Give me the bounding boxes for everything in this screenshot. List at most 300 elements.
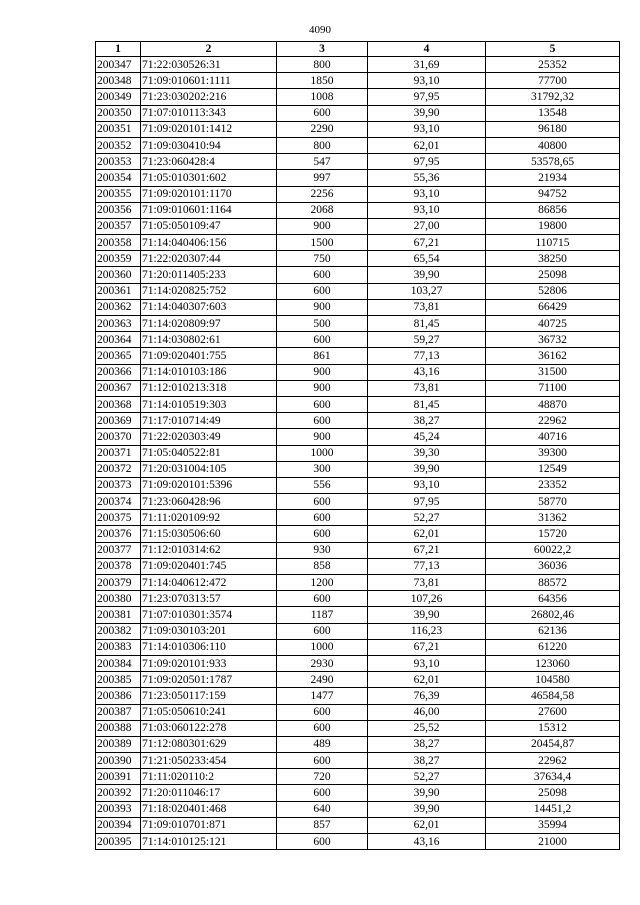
table-cell-col-5: 15312 (486, 720, 620, 736)
table-row (96, 380, 620, 396)
table-cell-col-4: 81,45 (368, 316, 486, 332)
table-cell-col-1: 200373 (96, 477, 141, 493)
table-cell-col-5: 38250 (486, 251, 620, 267)
table-cell-col-4: 93,10 (368, 477, 486, 493)
table-cell-col-1: 200367 (96, 380, 141, 396)
table-cell-col-3: 2068 (277, 202, 368, 218)
table-row (96, 688, 620, 704)
table-cell-col-3: 1187 (277, 607, 368, 623)
table-cell-col-5: 22962 (486, 413, 620, 429)
table-cell-col-1: 200375 (96, 510, 141, 526)
table-cell-col-4: 38,27 (368, 736, 486, 752)
table-cell-col-4: 39,90 (368, 801, 486, 817)
column-header-2: 2 (141, 42, 277, 57)
table-cell-col-4: 93,10 (368, 73, 486, 89)
table-cell-col-4: 62,01 (368, 137, 486, 153)
table-row (96, 186, 620, 202)
table-cell-col-5: 71100 (486, 380, 620, 396)
table-cell-col-4: 97,95 (368, 154, 486, 170)
table-cell-col-2: 71:21:050233:454 (141, 753, 277, 769)
table-row (96, 623, 620, 639)
table-cell-col-4: 62,01 (368, 817, 486, 833)
table-cell-col-1: 200370 (96, 429, 141, 445)
table-cell-col-3: 861 (277, 348, 368, 364)
table-row (96, 785, 620, 801)
table-cell-col-4: 107,26 (368, 591, 486, 607)
table-cell-col-2: 71:23:060428:96 (141, 494, 277, 510)
table-cell-col-5: 52806 (486, 283, 620, 299)
table-cell-col-5: 25352 (486, 57, 620, 73)
table-cell-col-3: 500 (277, 316, 368, 332)
table-cell-col-1: 200385 (96, 672, 141, 688)
table-cell-col-4: 81,45 (368, 396, 486, 412)
table-cell-col-1: 200347 (96, 57, 141, 73)
table-cell-col-5: 96180 (486, 121, 620, 137)
table-cell-col-5: 88572 (486, 575, 620, 591)
table-cell-col-3: 900 (277, 380, 368, 396)
table-cell-col-4: 77,13 (368, 558, 486, 574)
table-cell-col-2: 71:14:010519:303 (141, 396, 277, 412)
table-cell-col-5: 123060 (486, 655, 620, 671)
table-cell-col-2: 71:20:011405:233 (141, 267, 277, 283)
table-cell-col-1: 200355 (96, 186, 141, 202)
table-cell-col-1: 200366 (96, 364, 141, 380)
table-cell-col-5: 62136 (486, 623, 620, 639)
table-cell-col-1: 200377 (96, 542, 141, 558)
table-row (96, 542, 620, 558)
table-cell-col-1: 200391 (96, 769, 141, 785)
table-cell-col-3: 600 (277, 510, 368, 526)
table-cell-col-3: 857 (277, 817, 368, 833)
table-cell-col-5: 31500 (486, 364, 620, 380)
table-cell-col-4: 97,95 (368, 89, 486, 105)
table-row (96, 526, 620, 542)
table-cell-col-5: 77700 (486, 73, 620, 89)
table-cell-col-3: 1000 (277, 445, 368, 461)
table-cell-col-4: 76,39 (368, 688, 486, 704)
table-cell-col-5: 27600 (486, 704, 620, 720)
table-cell-col-4: 93,10 (368, 186, 486, 202)
table-cell-col-3: 600 (277, 591, 368, 607)
table-row (96, 218, 620, 234)
table-cell-col-3: 640 (277, 801, 368, 817)
table-cell-col-5: 36036 (486, 558, 620, 574)
table-cell-col-5: 39300 (486, 445, 620, 461)
table-cell-col-2: 71:23:030202:216 (141, 89, 277, 105)
table-cell-col-3: 2490 (277, 672, 368, 688)
table-cell-col-1: 200369 (96, 413, 141, 429)
table-cell-col-3: 750 (277, 251, 368, 267)
table-cell-col-4: 52,27 (368, 510, 486, 526)
table-cell-col-5: 25098 (486, 267, 620, 283)
table-cell-col-2: 71:09:020401:755 (141, 348, 277, 364)
table-cell-col-1: 200393 (96, 801, 141, 817)
table-cell-col-3: 547 (277, 154, 368, 170)
column-header-4: 4 (368, 42, 486, 57)
table-cell-col-2: 71:14:040406:156 (141, 235, 277, 251)
table-cell-col-1: 200387 (96, 704, 141, 720)
table-cell-col-2: 71:20:011046:17 (141, 785, 277, 801)
table-row (96, 316, 620, 332)
table-row (96, 736, 620, 752)
table-cell-col-2: 71:14:010103:186 (141, 364, 277, 380)
table-cell-col-4: 67,21 (368, 235, 486, 251)
table-cell-col-4: 43,16 (368, 364, 486, 380)
table-cell-col-3: 600 (277, 785, 368, 801)
table-cell-col-2: 71:07:010301:3574 (141, 607, 277, 623)
table-cell-col-3: 600 (277, 396, 368, 412)
table-cell-col-2: 71:14:040612:472 (141, 575, 277, 591)
table-cell-col-1: 200368 (96, 396, 141, 412)
table-cell-col-3: 556 (277, 477, 368, 493)
table-cell-col-5: 19800 (486, 218, 620, 234)
table-cell-col-2: 71:14:020825:752 (141, 283, 277, 299)
table-cell-col-1: 200360 (96, 267, 141, 283)
table-row (96, 494, 620, 510)
table-cell-col-4: 62,01 (368, 672, 486, 688)
table-cell-col-4: 52,27 (368, 769, 486, 785)
table-body (96, 57, 620, 850)
table-cell-col-2: 71:17:010714:49 (141, 413, 277, 429)
table-cell-col-2: 71:14:040307:603 (141, 299, 277, 315)
table-cell-col-4: 93,10 (368, 121, 486, 137)
table-cell-col-5: 13548 (486, 105, 620, 121)
table-cell-col-4: 93,10 (368, 655, 486, 671)
table-cell-col-2: 71:09:030410:94 (141, 137, 277, 153)
table-cell-col-3: 858 (277, 558, 368, 574)
table-cell-col-4: 67,21 (368, 639, 486, 655)
table-cell-col-4: 39,90 (368, 105, 486, 121)
table-cell-col-3: 800 (277, 57, 368, 73)
column-header-1: 1 (96, 42, 141, 57)
table-cell-col-5: 104580 (486, 672, 620, 688)
table-cell-col-5: 21934 (486, 170, 620, 186)
table-cell-col-4: 38,27 (368, 753, 486, 769)
table-cell-col-3: 1200 (277, 575, 368, 591)
table-row (96, 57, 620, 73)
table-cell-col-1: 200362 (96, 299, 141, 315)
table-cell-col-4: 25,52 (368, 720, 486, 736)
table-cell-col-5: 36162 (486, 348, 620, 364)
table-cell-col-1: 200350 (96, 105, 141, 121)
table-cell-col-3: 900 (277, 364, 368, 380)
table-cell-col-4: 77,13 (368, 348, 486, 364)
table-cell-col-2: 71:05:050610:241 (141, 704, 277, 720)
table-row (96, 332, 620, 348)
table-cell-col-2: 71:12:010314:62 (141, 542, 277, 558)
table-cell-col-2: 71:09:010601:1111 (141, 73, 277, 89)
table-cell-col-2: 71:09:030103:201 (141, 623, 277, 639)
table-row (96, 267, 620, 283)
table-cell-col-2: 71:03:060122:278 (141, 720, 277, 736)
table-cell-col-1: 200390 (96, 753, 141, 769)
table-cell-col-3: 1477 (277, 688, 368, 704)
table-cell-col-5: 60022,2 (486, 542, 620, 558)
table-cell-col-4: 43,16 (368, 834, 486, 850)
table-cell-col-1: 200382 (96, 623, 141, 639)
table-cell-col-3: 900 (277, 299, 368, 315)
table-row (96, 704, 620, 720)
table-cell-col-4: 31,69 (368, 57, 486, 73)
table-cell-col-2: 71:22:030526:31 (141, 57, 277, 73)
table-cell-col-1: 200352 (96, 137, 141, 153)
table-cell-col-1: 200395 (96, 834, 141, 850)
table-cell-col-3: 600 (277, 332, 368, 348)
table-cell-col-1: 200394 (96, 817, 141, 833)
table-cell-col-4: 39,90 (368, 785, 486, 801)
table-cell-col-1: 200357 (96, 218, 141, 234)
table-cell-col-2: 71:09:020101:933 (141, 655, 277, 671)
table-cell-col-4: 73,81 (368, 575, 486, 591)
table-row (96, 251, 620, 267)
table-row (96, 73, 620, 89)
table-row (96, 801, 620, 817)
table-cell-col-3: 600 (277, 267, 368, 283)
table-cell-col-3: 2290 (277, 121, 368, 137)
table-cell-col-3: 2930 (277, 655, 368, 671)
table-cell-col-4: 65,54 (368, 251, 486, 267)
table-cell-col-2: 71:23:070313:57 (141, 591, 277, 607)
table-cell-col-4: 97,95 (368, 494, 486, 510)
table-cell-col-4: 73,81 (368, 299, 486, 315)
table-row (96, 396, 620, 412)
table-row (96, 202, 620, 218)
table-cell-col-1: 200351 (96, 121, 141, 137)
table-cell-col-5: 40800 (486, 137, 620, 153)
table-cell-col-1: 200349 (96, 89, 141, 105)
table-cell-col-1: 200381 (96, 607, 141, 623)
table-cell-col-1: 200379 (96, 575, 141, 591)
table-cell-col-5: 26802,46 (486, 607, 620, 623)
table-cell-col-1: 200386 (96, 688, 141, 704)
table-row (96, 429, 620, 445)
table-cell-col-3: 600 (277, 105, 368, 121)
table-cell-col-4: 38,27 (368, 413, 486, 429)
table-cell-col-2: 71:09:010601:1164 (141, 202, 277, 218)
table-cell-col-2: 71:23:060428:4 (141, 154, 277, 170)
table-cell-col-2: 71:22:020307:44 (141, 251, 277, 267)
table-cell-col-4: 45,24 (368, 429, 486, 445)
data-table (95, 41, 620, 850)
table-cell-col-2: 71:05:040522:81 (141, 445, 277, 461)
column-header-3: 3 (277, 42, 368, 57)
table-cell-col-4: 39,90 (368, 607, 486, 623)
table-row (96, 137, 620, 153)
table-row (96, 607, 620, 623)
table-cell-col-3: 300 (277, 461, 368, 477)
table-row (96, 591, 620, 607)
table-cell-col-3: 997 (277, 170, 368, 186)
table-header-row (96, 42, 620, 57)
table-cell-col-1: 200380 (96, 591, 141, 607)
table-cell-col-1: 200384 (96, 655, 141, 671)
table-cell-col-4: 62,01 (368, 526, 486, 542)
table-cell-col-4: 59,27 (368, 332, 486, 348)
table-cell-col-2: 71:11:020109:92 (141, 510, 277, 526)
table-cell-col-1: 200372 (96, 461, 141, 477)
table-cell-col-4: 46,00 (368, 704, 486, 720)
table-row (96, 461, 620, 477)
table-cell-col-1: 200348 (96, 73, 141, 89)
table-cell-col-5: 40716 (486, 429, 620, 445)
table-row (96, 510, 620, 526)
table-row (96, 121, 620, 137)
table-cell-col-3: 489 (277, 736, 368, 752)
table-cell-col-2: 71:14:030802:61 (141, 332, 277, 348)
table-cell-col-5: 61220 (486, 639, 620, 655)
table-cell-col-2: 71:09:020501:1787 (141, 672, 277, 688)
table-row (96, 558, 620, 574)
table-cell-col-1: 200365 (96, 348, 141, 364)
table-row (96, 753, 620, 769)
table-cell-col-4: 116,23 (368, 623, 486, 639)
table-cell-col-2: 71:18:020401:468 (141, 801, 277, 817)
table-cell-col-2: 71:23:050117:159 (141, 688, 277, 704)
table-cell-col-4: 93,10 (368, 202, 486, 218)
table-cell-col-5: 36732 (486, 332, 620, 348)
table-cell-col-2: 71:09:020401:745 (141, 558, 277, 574)
table-row (96, 817, 620, 833)
table-cell-col-3: 600 (277, 283, 368, 299)
table-cell-col-1: 200363 (96, 316, 141, 332)
table-cell-col-5: 25098 (486, 785, 620, 801)
table-cell-col-3: 1000 (277, 639, 368, 655)
table-cell-col-4: 103,27 (368, 283, 486, 299)
table-cell-col-2: 71:09:020101:5396 (141, 477, 277, 493)
table-cell-col-1: 200388 (96, 720, 141, 736)
table-cell-col-5: 23352 (486, 477, 620, 493)
table-cell-col-3: 800 (277, 137, 368, 153)
table-row (96, 672, 620, 688)
table-row (96, 89, 620, 105)
table-cell-col-5: 14451,2 (486, 801, 620, 817)
table-cell-col-4: 39,30 (368, 445, 486, 461)
table-cell-col-3: 900 (277, 429, 368, 445)
table-cell-col-3: 1850 (277, 73, 368, 89)
table-cell-col-1: 200356 (96, 202, 141, 218)
table-row (96, 170, 620, 186)
table-cell-col-3: 720 (277, 769, 368, 785)
table-cell-col-5: 53578,65 (486, 154, 620, 170)
table-cell-col-5: 66429 (486, 299, 620, 315)
table-cell-col-1: 200358 (96, 235, 141, 251)
table-row (96, 413, 620, 429)
table-cell-col-4: 55,36 (368, 170, 486, 186)
table-cell-col-5: 86856 (486, 202, 620, 218)
table-cell-col-1: 200353 (96, 154, 141, 170)
table-cell-col-3: 930 (277, 542, 368, 558)
table-cell-col-1: 200371 (96, 445, 141, 461)
table-cell-col-1: 200359 (96, 251, 141, 267)
table-cell-col-3: 600 (277, 753, 368, 769)
table-row (96, 575, 620, 591)
table-cell-col-1: 200378 (96, 558, 141, 574)
table-cell-col-5: 46584,58 (486, 688, 620, 704)
table-cell-col-5: 21000 (486, 834, 620, 850)
table-row (96, 235, 620, 251)
table-cell-col-5: 20454,87 (486, 736, 620, 752)
table-cell-col-2: 71:11:020110:2 (141, 769, 277, 785)
table-row (96, 299, 620, 315)
table-cell-col-5: 110715 (486, 235, 620, 251)
table-cell-col-1: 200383 (96, 639, 141, 655)
table-cell-col-1: 200361 (96, 283, 141, 299)
table-row (96, 283, 620, 299)
table-cell-col-3: 600 (277, 494, 368, 510)
table-cell-col-1: 200389 (96, 736, 141, 752)
table-cell-col-5: 12549 (486, 461, 620, 477)
table-cell-col-5: 48870 (486, 396, 620, 412)
table-cell-col-5: 15720 (486, 526, 620, 542)
table-cell-col-4: 73,81 (368, 380, 486, 396)
table-cell-col-1: 200376 (96, 526, 141, 542)
table-cell-col-2: 71:15:030506:60 (141, 526, 277, 542)
table-cell-col-5: 64356 (486, 591, 620, 607)
table-cell-col-1: 200364 (96, 332, 141, 348)
table-cell-col-5: 58770 (486, 494, 620, 510)
table-row (96, 364, 620, 380)
table-row (96, 834, 620, 850)
table-cell-col-3: 600 (277, 526, 368, 542)
table-cell-col-5: 31362 (486, 510, 620, 526)
table-cell-col-2: 71:22:020303:49 (141, 429, 277, 445)
table-cell-col-2: 71:05:050109:47 (141, 218, 277, 234)
column-header-5: 5 (486, 42, 620, 57)
table-row (96, 154, 620, 170)
table-cell-col-3: 1500 (277, 235, 368, 251)
table-cell-col-3: 600 (277, 623, 368, 639)
table-cell-col-2: 71:14:020809:97 (141, 316, 277, 332)
table-cell-col-3: 900 (277, 218, 368, 234)
table-cell-col-3: 600 (277, 720, 368, 736)
table-row (96, 348, 620, 364)
table-cell-col-2: 71:09:020101:1412 (141, 121, 277, 137)
table-cell-col-1: 200374 (96, 494, 141, 510)
table-cell-col-2: 71:14:010125:121 (141, 834, 277, 850)
table-row (96, 445, 620, 461)
table-row (96, 105, 620, 121)
table-cell-col-4: 27,00 (368, 218, 486, 234)
table-cell-col-5: 31792,32 (486, 89, 620, 105)
table-cell-col-1: 200354 (96, 170, 141, 186)
table-row (96, 720, 620, 736)
table-cell-col-3: 2256 (277, 186, 368, 202)
table-cell-col-5: 37634,4 (486, 769, 620, 785)
table-cell-col-2: 71:05:010301:602 (141, 170, 277, 186)
table-row (96, 655, 620, 671)
table-cell-col-2: 71:20:031004:105 (141, 461, 277, 477)
table-cell-col-4: 39,90 (368, 461, 486, 477)
page-number: 4090 (309, 24, 331, 36)
table-cell-col-1: 200392 (96, 785, 141, 801)
table-cell-col-4: 67,21 (368, 542, 486, 558)
table-cell-col-2: 71:07:010113:343 (141, 105, 277, 121)
table-cell-col-3: 600 (277, 834, 368, 850)
table-row (96, 639, 620, 655)
table-row (96, 769, 620, 785)
table-cell-col-5: 35994 (486, 817, 620, 833)
table-cell-col-4: 39,90 (368, 267, 486, 283)
table-cell-col-2: 71:09:020101:1170 (141, 186, 277, 202)
table-cell-col-3: 600 (277, 704, 368, 720)
table-cell-col-5: 94752 (486, 186, 620, 202)
table-cell-col-5: 40725 (486, 316, 620, 332)
table-cell-col-3: 600 (277, 413, 368, 429)
table-cell-col-2: 71:14:010306:110 (141, 639, 277, 655)
table-cell-col-2: 71:12:080301:629 (141, 736, 277, 752)
table-cell-col-2: 71:09:010701:871 (141, 817, 277, 833)
table-cell-col-5: 22962 (486, 753, 620, 769)
